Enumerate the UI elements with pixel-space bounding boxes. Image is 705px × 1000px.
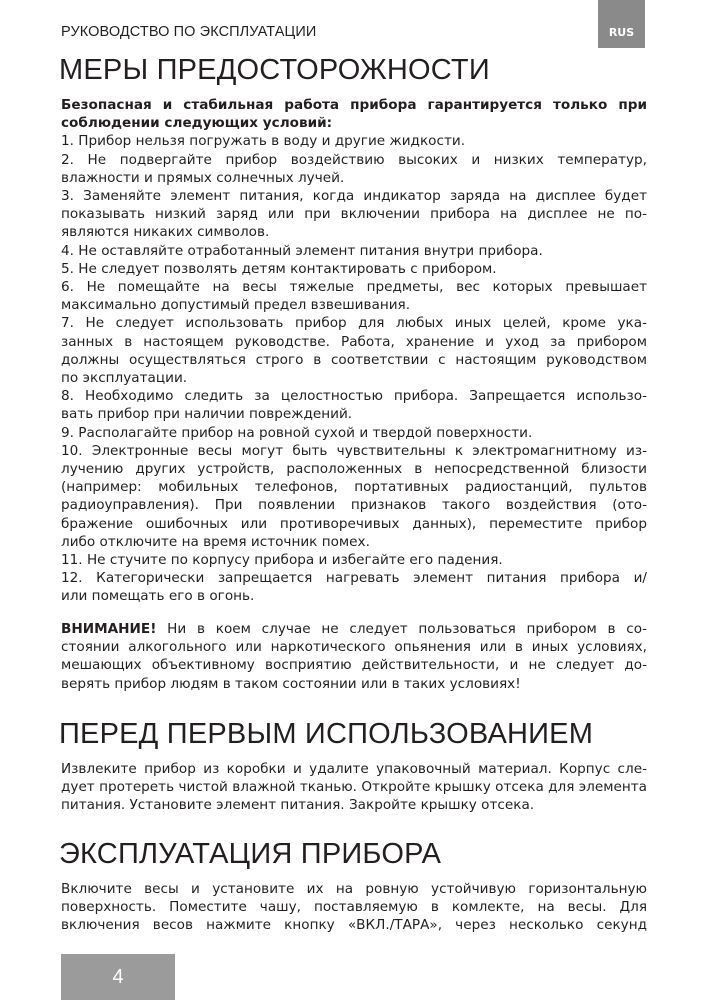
precautions-line: занных в настоящем руководстве. Работа, хранение и уход за прибором	[61, 333, 647, 350]
precautions-line: показывать низкий заряд или при включении прибора на дисплее не по-	[61, 206, 647, 223]
precautions-line: 5. Не следует позволять детям контактировать с прибором.	[61, 260, 497, 277]
warning-line: стоянии алкогольного или наркотического опьянения или в иных условиях,	[61, 639, 647, 656]
precautions-line: или помещать его в огонь.	[61, 588, 255, 605]
first-use-heading: ПЕРЕД ПЕРВЫМ ИСПОЛЬЗОВАНИЕМ	[59, 718, 594, 750]
precautions-line: 3. Заменяйте элемент питания, когда индикатор заряда на дисплее будет	[61, 188, 647, 205]
precautions-lead-line: Безопасная и стабильная работа прибора гарантируется только при	[61, 97, 647, 113]
header-title: РУКОВОДСТВО ПО ЭКСПЛУАТАЦИИ	[61, 24, 317, 40]
warning-first-text: Ни в коем случае не следует пользоваться прибором в со-	[156, 621, 647, 637]
precautions-line: либо отключите на время источник помех.	[61, 533, 370, 550]
precautions-line: по эксплуатации.	[61, 370, 188, 387]
precautions-line: должны осуществляться строго в соответствии с настоящим руководством	[61, 351, 647, 368]
precautions-line: (например: мобильных телефонов, портативных радиостанций, пультов	[61, 479, 647, 496]
precautions-line: 8. Необходимо следить за целостностью прибора. Запрещается использо-	[61, 388, 647, 405]
precautions-line: бражение ошибочных или противоречивых данных), переместите прибор	[61, 515, 647, 532]
warning-first-line	[61, 620, 647, 638]
warning-line: мешающих объективному восприятию действительности, и не следует до-	[61, 657, 647, 674]
precautions-line: 12. Категорически запрещается нагревать элемент питания прибора и/	[61, 570, 647, 587]
first-use-text	[61, 760, 647, 815]
first-use-line: питания. Установите элемент питания. Закройте крышку отсека.	[61, 797, 535, 814]
precautions-line: 4. Не оставляйте отработанный элемент питания внутри прибора.	[61, 242, 543, 259]
precautions-line: максимально допустимый предел взвешивания.	[61, 297, 411, 314]
precautions-line: 10. Электронные весы могут быть чувствительны к электромагнитному из-	[61, 442, 647, 459]
first-use-line: Извлеките прибор из коробки и удалите упаковочный материал. Корпус сле-	[61, 761, 647, 777]
operation-line: Включите весы и установите их на ровную устойчивую горизонтальную	[61, 881, 647, 897]
precautions-line: радиоуправления). При появлении признаков такого воздействия (ото-	[61, 497, 647, 514]
precautions-line: лучению других устройств, расположенных в непосредственной близости	[61, 461, 647, 478]
precautions-line: 6. Не помещайте на весы тяжелые предметы, вес которых превышает	[61, 279, 647, 296]
precautions-heading: МЕРЫ ПРЕДОСТОРОЖНОСТИ	[59, 54, 490, 86]
warning-line: верять прибор людям в таком состоянии или в таких условиях!	[61, 675, 521, 692]
precautions-line: вать прибор при наличии повреждений.	[61, 406, 353, 423]
precautions-line: 7. Не следует использовать прибор для любых иных целей, кроме ука-	[61, 315, 647, 332]
precautions-line: являются никаких символов.	[61, 224, 270, 241]
language-badge: RUS	[598, 0, 645, 48]
operation-line: включения весов нажмите кнопку «ВКЛ./ТАРА», через несколько секунд	[61, 917, 647, 934]
precautions-line: 11. Не стучите по корпусу прибора и избегайте его падения.	[61, 552, 503, 569]
warning-label: ВНИМАНИЕ!	[61, 621, 157, 637]
precautions-line: 1. Прибор нельзя погружать в воду и другие жидкости.	[61, 133, 466, 150]
page-number: 4	[61, 954, 175, 1000]
precautions-line: влажности и прямых солнечных лучей.	[61, 169, 345, 186]
operation-text	[61, 880, 647, 935]
precautions-line: 9. Располагайте прибор на ровной сухой и твердой поверхности.	[61, 424, 533, 441]
operation-line: поверхность. Поместите чашу, поставляемую в комлекте, на весы. Для	[61, 899, 647, 916]
precautions-text	[61, 96, 647, 606]
precautions-line: 2. Не подвергайте прибор воздействию высоких и низких температур,	[61, 151, 647, 168]
operation-heading: ЭКСПЛУАТАЦИЯ ПРИБОРА	[59, 838, 442, 870]
first-use-line: дует протереть чистой влажной тканью. Откройте крышку отсека для элемента	[61, 779, 647, 796]
precautions-lead-line: соблюдении следующих условий:	[61, 115, 333, 132]
warning-text	[61, 620, 647, 693]
